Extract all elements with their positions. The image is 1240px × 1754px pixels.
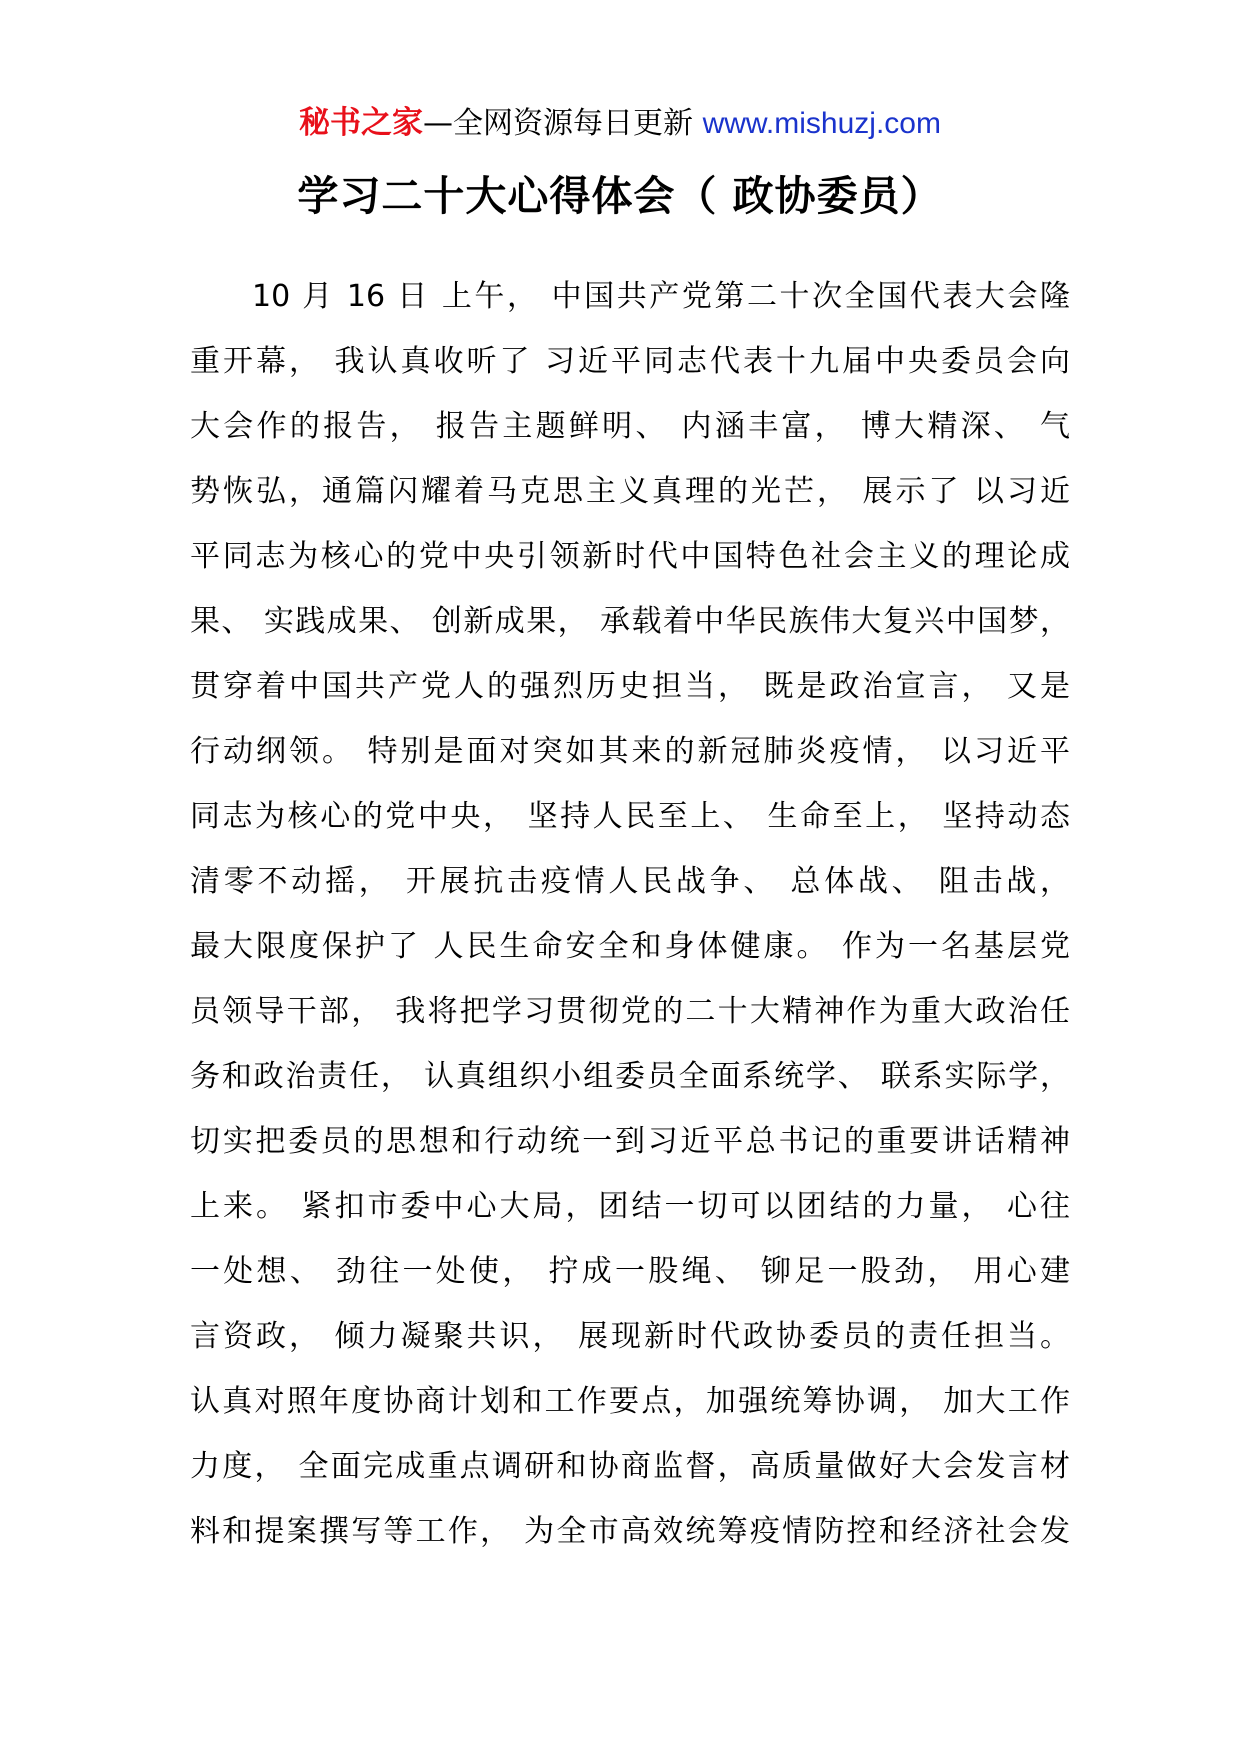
body-line: 行动纲领。 特别是面对突如其来的新冠肺炎疫情， 以习近平 — [190, 734, 1070, 769]
body-line: 上来。 紧扣市委中心大局，团结一切可以团结的力量， 心往 — [190, 1189, 1070, 1224]
brand-name: 秘书之家 — [299, 105, 424, 141]
header-tagline: —全网资源每日更新 — [423, 106, 694, 141]
body-line: 认真对照年度协商计划和工作要点，加强统筹协调， 加大工作 — [190, 1384, 1070, 1419]
body-line: 势恢弘，通篇闪耀着马克思主义真理的光芒， 展示了 以习近 — [190, 474, 1070, 509]
site-url-link[interactable]: www.mishuzj.com — [702, 107, 941, 140]
body-line: 务和政治责任， 认真组织小组委员全面系统学、 联系实际学， — [190, 1059, 1070, 1094]
body-line: 同志为核心的党中央， 坚持人民至上、 生命至上， 坚持动态 — [190, 799, 1070, 834]
body-line: 料和提案撰写等工作， 为全市高效统筹疫情防控和经济社会发 — [190, 1514, 1070, 1549]
body-line: 最大限度保护了 人民生命安全和身体健康。 作为一名基层党 — [190, 929, 1070, 964]
body-line: 果、 实践成果、 创新成果， 承载着中华民族伟大复兴中国梦， — [190, 604, 1070, 639]
body-line: 力度， 全面完成重点调研和协商监督，高质量做好大会发言材 — [190, 1449, 1070, 1484]
body-line: 切实把委员的思想和行动统一到习近平总书记的重要讲话精神 — [190, 1124, 1070, 1159]
body-line: 贯穿着中国共产党人的强烈历史担当， 既是政治宣言， 又是 — [190, 669, 1070, 704]
site-header — [0, 103, 1240, 144]
body-line: 重开幕， 我认真收听了 习近平同志代表十九届中央委员会向 — [190, 344, 1070, 379]
body-line: 大会作的报告， 报告主题鲜明、 内涵丰富， 博大精深、 气 — [190, 409, 1070, 444]
body-line: 言资政， 倾力凝聚共识， 展现新时代政协委员的责任担当。 — [190, 1319, 1070, 1354]
body-line: 清零不动摇， 开展抗击疫情人民战争、 总体战、 阻击战， — [190, 864, 1070, 899]
body-line: 10 月 16 日 上午， 中国共产党第二十次全国代表大会隆 — [252, 279, 1070, 314]
document-title: 学习二十大心得体会（ 政协委员） — [297, 172, 943, 220]
body-line: 一处想、 劲往一处使， 拧成一股绳、 铆足一股劲， 用心建 — [190, 1254, 1070, 1289]
body-line: 员领导干部， 我将把学习贯彻党的二十大精神作为重大政治任 — [190, 994, 1070, 1029]
body-line: 平同志为核心的党中央引领新时代中国特色社会主义的理论成 — [190, 539, 1070, 574]
document-body — [190, 264, 1070, 1564]
